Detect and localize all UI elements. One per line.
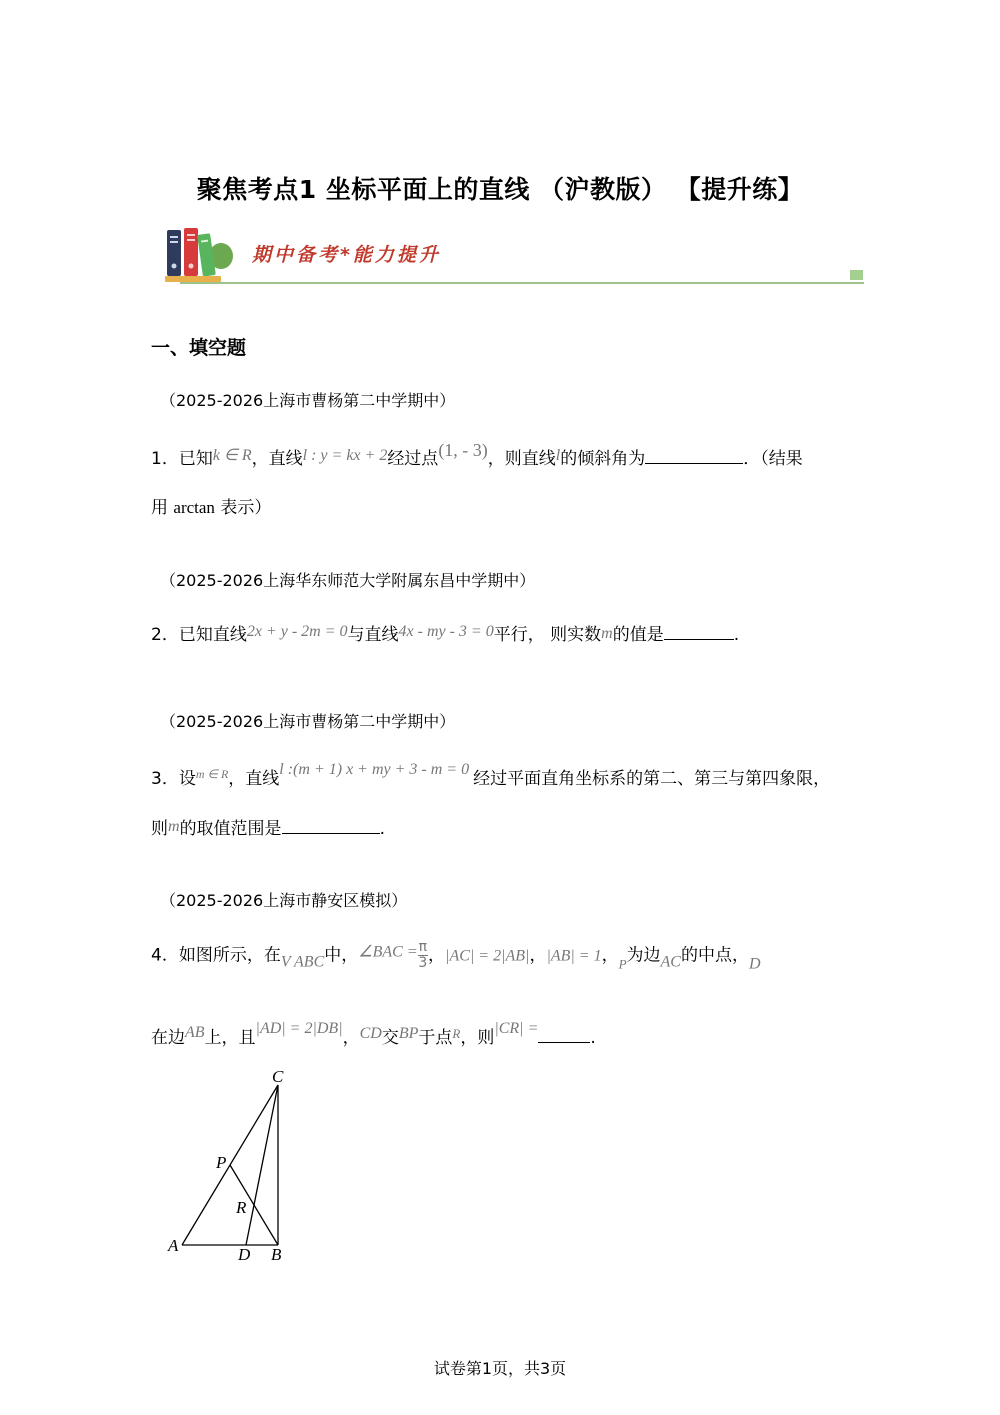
q4-line2-math-cd: CD (359, 1025, 382, 1042)
q3-answer-blank[interactable] (282, 819, 380, 834)
q1-line2-text-1: 用 (151, 498, 168, 518)
q4-text-4: ， (529, 945, 547, 966)
q4-line2-text-5: 于点 (418, 1028, 453, 1048)
q3-math-m-in-r: m ∈ R (195, 767, 229, 781)
q2-math-line-1: 2x + y - 2m = 0 (246, 623, 348, 640)
q1-math-l: l (555, 447, 561, 464)
q2-text-5: . (733, 625, 740, 645)
q3-text-2: ，直线 (228, 769, 280, 789)
q4-frac-numerator: π (418, 939, 428, 955)
q1-line2-text-3: 表示） (220, 498, 272, 518)
q3-line2-math-m: m (168, 818, 180, 835)
q4-text-2: 中， (324, 945, 359, 966)
label-a: A (168, 1236, 179, 1255)
q4-line2-math-ab: AB (185, 1024, 205, 1041)
q4-text-6: 为边 (626, 945, 661, 966)
question-1-source: （2025-2026上海市曹杨第二中学期中） (160, 391, 456, 410)
q4-answer-blank[interactable] (538, 1028, 590, 1043)
q3-text-1: 3．设 (151, 769, 196, 789)
q1-line2-arctan: arctan (173, 498, 215, 517)
q2-math-line-2: 4x - my - 3 = 0 (398, 623, 494, 640)
question-1-line-2 (151, 493, 271, 518)
page-footer: 试卷第1页，共3页 (433, 1359, 567, 1378)
q4-math-triangle: V ABC (280, 953, 325, 971)
q3-line2-text-2: 的取值范围是 (179, 819, 282, 839)
question-4-source: （2025-2026上海市静安区模拟） (160, 891, 408, 910)
q2-math-m: m (601, 625, 613, 642)
q3-text-3: 经过平面直角坐标系的第二、第三与第四象限， (473, 769, 831, 789)
label-p: P (216, 1153, 227, 1172)
question-3-line-1 (151, 761, 830, 789)
q1-text-3: 经过点 (387, 449, 439, 469)
q1-math-point: (1, - 3) (438, 440, 488, 460)
q4-math-ab-1: |AB| = 1 (546, 947, 602, 965)
q4-math-ac: AC (660, 953, 681, 971)
q3-line2-text-3: . (379, 819, 385, 839)
triangle-figure (160, 1060, 310, 1270)
label-b: B (271, 1245, 282, 1264)
q4-line2-text-3: ， (342, 1028, 360, 1048)
question-1-line-1 (151, 440, 803, 469)
q4-text-3: ， (428, 945, 446, 966)
q2-text-4: 的值是 (612, 625, 664, 645)
q1-text-4: ，则直线 (487, 449, 556, 469)
q4-line2-text-4: 交 (381, 1028, 399, 1048)
q4-line2-text-7: . (590, 1028, 596, 1048)
q4-text-7: 的中点， (680, 945, 749, 966)
q4-line2-text-1: 在边 (151, 1028, 185, 1048)
books-icon (163, 226, 235, 284)
q1-text-5: 的倾斜角为 (560, 449, 646, 469)
q4-math-d: D (748, 955, 761, 973)
banner-divider (180, 282, 864, 284)
question-3-line-2 (151, 814, 385, 839)
q4-line2-text-6: ，则 (460, 1028, 495, 1048)
q2-text-3: 平行， 则实数 (493, 625, 602, 645)
question-3-source: （2025-2026上海市曹杨第二中学期中） (160, 712, 456, 731)
q4-line2-math-bp: BP (398, 1025, 419, 1042)
q3-math-line: l :(m + 1) x + my + 3 - m = 0 (279, 761, 470, 778)
section-heading: 一、填空题 (151, 337, 247, 359)
label-d: D (238, 1245, 251, 1264)
q4-text-1: 4．如图所示，在 (151, 945, 281, 966)
q1-text-2: ，直线 (251, 449, 303, 469)
q4-line2-math-r: R (452, 1026, 461, 1041)
q2-text-2: 与直线 (347, 625, 399, 645)
q2-text-1: 2．已知直线 (151, 625, 247, 645)
q1-math-k: k ∈ R (212, 447, 252, 464)
q4-text-5: ， (601, 945, 619, 966)
q4-math-p: P (618, 956, 627, 972)
q4-math-ac-ab: |AC| = 2|AB| (445, 947, 530, 965)
segment-cd (246, 1085, 278, 1245)
question-4-line-1 (151, 940, 761, 974)
q1-text-1: 1．已知 (151, 449, 213, 469)
q1-answer-blank[interactable] (645, 449, 743, 464)
banner-square-icon (850, 270, 863, 280)
page-title: 聚焦考点1 坐标平面上的直线 （沪教版） 【提升练】 (196, 175, 804, 204)
q4-frac-denominator: 3 (418, 955, 428, 971)
question-2-source: （2025-2026上海华东师范大学附属东昌中学期中） (160, 571, 536, 590)
question-2-line-1 (151, 620, 739, 645)
question-4-line-2 (151, 1020, 596, 1048)
q1-math-line: l : y = kx + 2 (302, 447, 388, 464)
q4-line2-math-cr: |CR| = (494, 1020, 539, 1037)
q4-line2-math-ad-db: |AD| = 2|DB| (255, 1020, 343, 1037)
label-r: R (236, 1198, 247, 1217)
q4-line2-text-2: 上，且 (204, 1028, 256, 1048)
label-c: C (272, 1067, 284, 1086)
q3-line2-text-1: 则 (151, 819, 168, 839)
q1-text-6: ．（结果 (743, 449, 803, 469)
banner-text: 期中备考*能力提升 (252, 244, 441, 266)
q4-math-pi-over-3 (418, 940, 428, 971)
q4-math-angle: ∠BAC = (358, 943, 418, 961)
q2-answer-blank[interactable] (664, 625, 734, 640)
